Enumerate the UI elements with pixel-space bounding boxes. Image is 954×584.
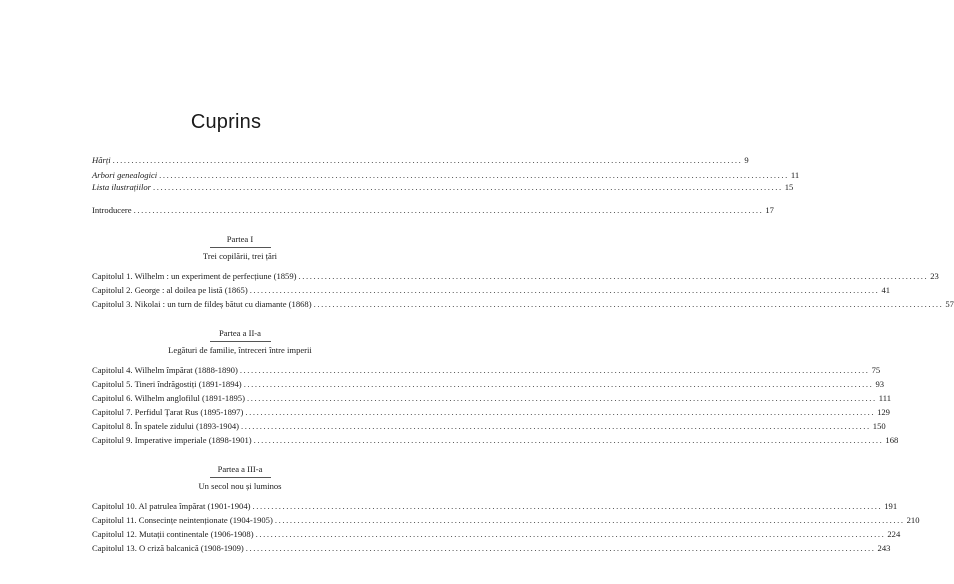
toc-entry-chapter (92, 500, 898, 512)
entry-title: Lista ilustrațiilor (92, 182, 151, 192)
dot-leader: ........................................................................................................................................................................ (245, 407, 876, 417)
toc-entry-chapter (92, 514, 920, 526)
dot-leader: ........................................................................................................................................................................ (253, 435, 884, 445)
toc-entry-chapter (92, 420, 886, 432)
entry-page: 57 (945, 299, 954, 309)
toc-entry-chapter (92, 284, 891, 296)
entry-page: 191 (884, 501, 898, 511)
part-heading: Partea a II-a (219, 328, 261, 338)
entry-page: 210 (906, 515, 920, 525)
entry-page: 75 (871, 365, 881, 375)
entry-page: 168 (885, 435, 899, 445)
entry-title: Arbori genealogici (92, 170, 158, 180)
entry-title: Hărți (92, 155, 111, 165)
toc-entry-chapter (92, 392, 891, 404)
dot-leader: ........................................................................................................................................................................ (133, 205, 764, 215)
dot-leader: ........................................................................................................................................................................ (245, 543, 876, 553)
entry-title: Capitolul 2. George : al doilea pe listă (1865) (92, 285, 248, 295)
part-divider (210, 477, 271, 478)
entry-title: Introducere (92, 205, 132, 215)
entry-page: 111 (878, 393, 891, 403)
entry-title: Capitolul 1. Wilhelm : un experiment de perfecțiune (1859) (92, 271, 297, 281)
entry-page: 23 (930, 271, 939, 281)
part-subtitle: Un secol nou și luminos (198, 481, 282, 491)
entry-page: 9 (744, 155, 749, 165)
entry-title: Capitolul 5. Tineri îndrăgostiți (1891-1894) (92, 379, 242, 389)
dot-leader: ........................................................................................................................................................................ (241, 421, 871, 431)
part-divider (210, 247, 271, 248)
entry-page: 15 (784, 182, 794, 192)
entry-page: 150 (872, 421, 886, 431)
part-heading: Partea I (226, 234, 254, 244)
toc-entry-chapter (92, 406, 890, 418)
dot-leader: ........................................................................................................................................................................ (313, 299, 944, 309)
toc-entry-chapter (92, 298, 954, 310)
part-divider (210, 341, 271, 342)
part-subtitle: Trei copilării, trei țări (202, 251, 278, 261)
entry-page: 243 (877, 543, 891, 553)
dot-leader: ........................................................................................................................................................................ (112, 155, 743, 165)
entry-page: 11 (790, 170, 800, 180)
entry-title: Capitolul 4. Wilhelm împărat (1888-1890) (92, 365, 238, 375)
toc-entry-illustrations (92, 181, 794, 193)
entry-title: Capitolul 13. O criză balcanică (1908-1909) (92, 543, 244, 553)
dot-leader: ........................................................................................................................................................................ (252, 501, 883, 511)
dot-leader: ........................................................................................................................................................................ (246, 393, 877, 403)
entry-page: 224 (887, 529, 901, 539)
dot-leader: ........................................................................................................................................................................ (274, 515, 905, 525)
entry-title: Capitolul 9. Imperative imperiale (1898-1901) (92, 435, 252, 445)
page-title: Cuprins (190, 111, 262, 133)
entry-title: Capitolul 6. Wilhelm anglofilul (1891-1895) (92, 393, 245, 403)
entry-page: 17 (765, 205, 774, 215)
toc-entry-chapter (92, 434, 899, 446)
entry-title: Capitolul 7. Perfidul Țarat Rus (1895-1897) (92, 407, 244, 417)
toc-entry-chapter (92, 528, 901, 540)
dot-leader: ........................................................................................................................................................................ (152, 182, 783, 192)
entry-title: Capitolul 8. În spatele zidului (1893-1904) (92, 421, 240, 431)
entry-page: 93 (875, 379, 885, 389)
toc-entry-family-trees (92, 169, 800, 181)
toc-entry-chapter (92, 270, 939, 282)
dot-leader: ........................................................................................................................................................................ (255, 529, 886, 539)
dot-leader: ........................................................................................................................................................................ (298, 271, 929, 281)
entry-page: 41 (881, 285, 891, 295)
dot-leader: ........................................................................................................................................................................ (239, 365, 870, 375)
toc-entry-chapter (92, 378, 885, 390)
toc-entry-chapter (92, 542, 891, 554)
dot-leader: ........................................................................................................................................................................ (243, 379, 874, 389)
entry-title: Capitolul 11. Consecințe neintenționate (1904-1905) (92, 515, 273, 525)
dot-leader: ........................................................................................................................................................................ (249, 285, 880, 295)
entry-page: 129 (877, 407, 890, 417)
part-heading: Partea a III-a (217, 464, 263, 474)
part-subtitle: Legături de familie, întreceri între imperii (168, 345, 312, 355)
dot-leader: ........................................................................................................................................................................ (159, 170, 789, 180)
entry-title: Capitolul 10. Al patrulea împărat (1901-1904) (92, 501, 251, 511)
toc-entry-introduction (92, 204, 774, 216)
entry-title: Capitolul 3. Nikolai : un turn de fildeș bătut cu diamante (1868) (92, 299, 312, 309)
toc-entry-chapter (92, 364, 881, 376)
entry-title: Capitolul 12. Mutații continentale (1906-1908) (92, 529, 254, 539)
toc-entry-maps (92, 154, 749, 166)
